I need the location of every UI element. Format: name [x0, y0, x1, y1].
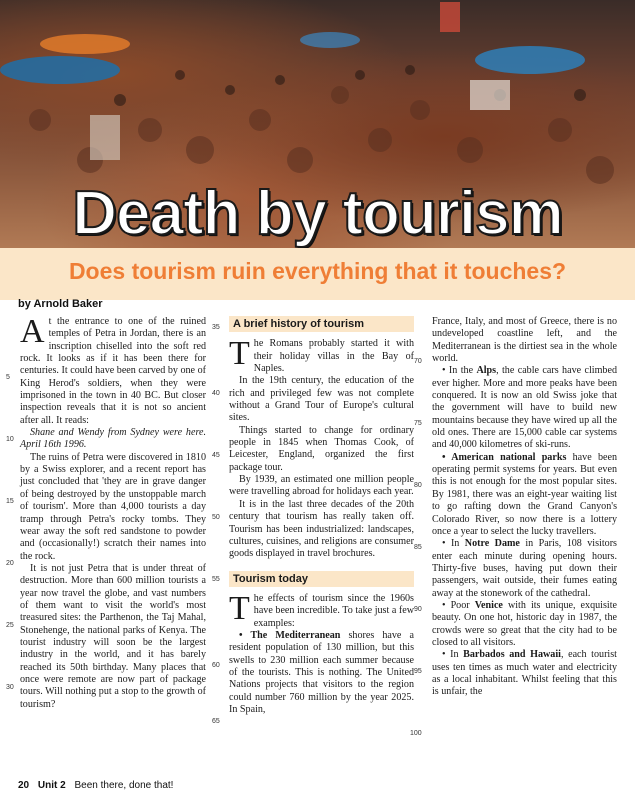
paragraph: [432, 452, 617, 538]
drop-cap: T: [229, 335, 250, 373]
highlight: Barbados and Hawaii: [463, 649, 561, 661]
line-number: 80: [414, 482, 422, 489]
column-3: [432, 316, 617, 699]
line-number: 95: [414, 668, 422, 675]
line-number: 45: [212, 452, 220, 459]
highlight: Alps: [476, 365, 497, 377]
column-1: [20, 313, 206, 711]
quote-text: Shane and Wendy from Sydney were here. April 16th 1996.: [20, 427, 206, 451]
line-number: 10: [6, 436, 14, 443]
paragraph: [20, 313, 206, 427]
article-title: Death by tourism: [72, 179, 563, 248]
paragraph-text: t the entrance to one of the ruined temples of Petra in Jordan, there is an inscription chiselled into the soft red rock. It looks as if it has been there for centuries. It could have been carved by one of King Herod's soldiers, when they were imprisoned in the town in 40 BC. But closer inspection reveals that it is not so ancient after all. It reads:: [20, 316, 206, 426]
column-2: [229, 316, 414, 716]
paragraph-text: in Paris, 108 visitors enter each minute during opening hours. Thirty-five buses, having put down their passengers, wait outside, their fumes eating away at the stonework of the cathedral.: [432, 538, 617, 599]
paragraph: [229, 589, 414, 630]
drop-cap: T: [229, 589, 250, 627]
paragraph-text: have been operating permit systems for years. But even this is not enough for the most popular sites. By 1981, there was an eight-year waiting list to go rafting down the Grand Canyon's Colorado River, so now there is a lottery once a year to select the lucky travellers.: [432, 451, 617, 537]
highlight: Venice: [474, 599, 503, 611]
paragraph-text: • In: [442, 649, 464, 661]
paragraph-text: shores have a resident population of 130 million, but this swells to 230 million each summer because of the tourists. This is nothing. The United Nations projects that visitors to the region could number 760 million by the year 2025. In Spain,: [229, 629, 414, 715]
article-body: [0, 313, 635, 776]
paragraph-text: with its unique, exquisite beauty. On one hot, historic day in 1987, the crowds were so great that the city had to be closed to all visitors.: [432, 599, 617, 648]
paragraph: It is in the last three decades of the 20th century that tourism has really taken off. Tourism has been industrialized: landscapes, cultures, cuisines, and religions are consumer goods displayed in travel brochures.: [229, 498, 414, 560]
line-number: 70: [414, 358, 422, 365]
line-number: 25: [6, 622, 14, 629]
drop-cap: A: [20, 313, 45, 350]
highlight: Notre Dame: [464, 538, 520, 550]
byline: by Arnold Baker: [18, 298, 103, 310]
page-footer: [18, 780, 173, 791]
paragraph-text: • In the: [442, 365, 477, 377]
line-number: 90: [414, 606, 422, 613]
section-heading: Tourism today: [229, 571, 414, 587]
line-number: 15: [6, 498, 14, 505]
paragraph-text: • Poor: [442, 599, 475, 611]
paragraph-text: , the cable cars have climbed ever higher. More and more peaks have been conquered. It is now an old Swiss joke that the government will have to build new mountains because they have wired up all the old ones. There are 15,000 cable car systems and 40,000 kilometres of ski-runs.: [432, 365, 618, 451]
line-number: 55: [212, 576, 220, 583]
paragraph: It is not just Petra that is under threat of destruction. More than 600 million tourists a year now travel the globe, and vast numbers of them want to visit the world's most treasured sites: the Parthenon, the Taj Mahal, Stonehenge, the national parks of Kenya. The tourist industry will soon be the largest industry in the world, and it has barely reached its 50th birthday. Many places that once were remote are now part of package tours. Will nothing put a stop to the growth of tourism?: [20, 562, 206, 710]
line-number: 50: [212, 514, 220, 521]
paragraph: [432, 538, 617, 600]
paragraph-text: he Romans probably started it with their holiday villas in the Bay of Naples.: [253, 338, 414, 375]
paragraph: Things started to change for ordinary people in 1845 when Thomas Cook, of Leicester, England, organized the first package tour.: [229, 424, 414, 473]
quote: [20, 427, 206, 452]
line-number: 65: [212, 718, 220, 725]
section-heading: A brief history of tourism: [229, 316, 414, 332]
line-number: 40: [212, 390, 220, 397]
unit-title: Been there, done that!: [74, 780, 174, 791]
paragraph-text: , each tourist uses ten times as much water and electricity as a local inhabitant. Whilst feeling that this is unfair, the: [432, 649, 617, 698]
paragraph: By 1939, an estimated one million people were travelling abroad for holidays each year.: [229, 474, 414, 498]
paragraph: [229, 630, 414, 716]
paragraph: [432, 600, 617, 649]
paragraph: [432, 365, 617, 451]
line-number: 5: [6, 374, 10, 381]
paragraph: In the 19th century, the education of the rich and privileged few was not complete without a Grand Tour of Europe's cultural sites.: [229, 375, 414, 424]
unit-label: Unit 2: [37, 780, 66, 791]
highlight: • The Mediterranean: [239, 629, 341, 641]
paragraph: [229, 335, 414, 375]
paragraph-text: • In: [442, 538, 465, 550]
line-number: 60: [212, 662, 220, 669]
article-subtitle: Does tourism ruin everything that it touches?: [68, 258, 567, 284]
paragraph: The ruins of Petra were discovered in 1810 by a Swiss explorer, and a recent report has just concluded that 'they are in grave danger of being destroyed by the unstoppable march of tourism'. More than 4,000 tourists a day tramp through Petra's rocky tombs. They wear away the soft red sandstone to powder and (occasionally!) scratch their names into the rock.: [20, 451, 206, 562]
paragraph-text: he effects of tourism since the 1960s have been incredible. To take just a few examples:: [253, 592, 414, 629]
line-number: 75: [414, 420, 422, 427]
line-number: 20: [6, 560, 14, 567]
line-number: 85: [414, 544, 422, 551]
hero-photo: [0, 0, 635, 248]
paragraph: France, Italy, and most of Greece, there is no undeveloped coastline left, and the Mediterranean is the dirtiest sea in the whole world.: [432, 316, 617, 365]
page-number: 20: [18, 780, 30, 791]
line-number: 35: [212, 324, 220, 331]
line-number: 30: [6, 684, 14, 691]
highlight: • American national parks: [442, 451, 567, 463]
paragraph: [432, 649, 617, 698]
line-number: 100: [410, 730, 422, 737]
